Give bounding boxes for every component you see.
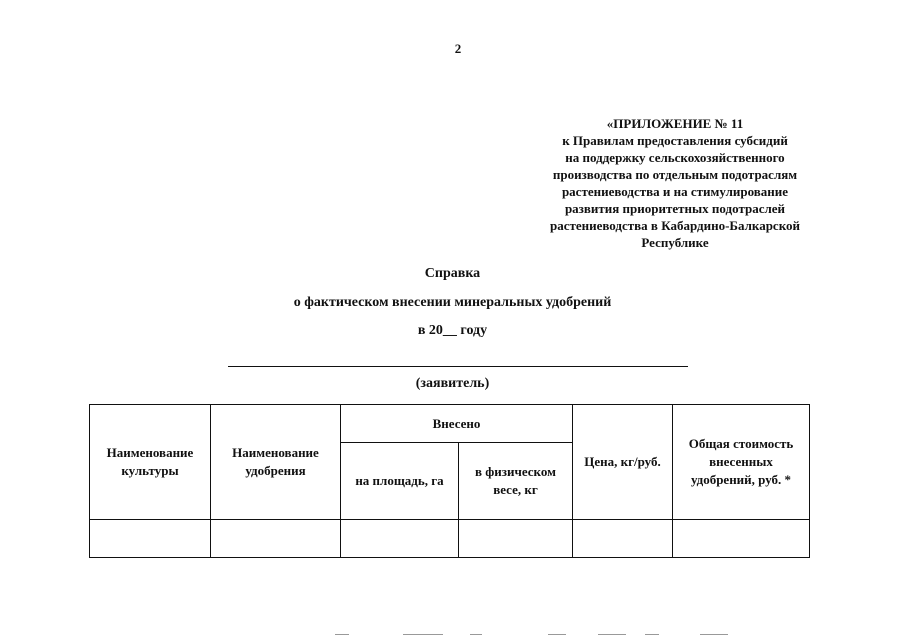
table-cell[interactable] — [211, 520, 341, 558]
page-number: 2 — [454, 41, 462, 56]
header-applied-weight: в физическом весе, кг — [459, 443, 573, 520]
table-row — [90, 520, 810, 558]
table-header-row — [90, 405, 810, 443]
scan-artifact — [645, 634, 659, 635]
header-crop-name: Наименование культуры — [90, 405, 211, 520]
appendix-line: к Правилам предоставления субсидий — [562, 133, 788, 148]
appendix-line: производства по отдельным подотраслям — [552, 167, 798, 182]
document-title: Справка — [424, 266, 481, 281]
appendix-line: «ПРИЛОЖЕНИЕ № 11 — [606, 116, 744, 131]
scan-artifact — [700, 634, 728, 635]
table-cell[interactable] — [459, 520, 573, 558]
header-price: Цена, кг/руб. — [573, 405, 673, 520]
header-applied: Внесено — [341, 405, 573, 443]
appendix-line: Республике — [641, 235, 709, 250]
header-applied-area: на площадь, га — [341, 443, 459, 520]
appendix-line: растениеводства в Кабардино-Балкарской — [549, 218, 801, 233]
table-cell[interactable] — [673, 520, 810, 558]
document-year: в 20__ году — [417, 323, 488, 338]
table-cell[interactable] — [90, 520, 211, 558]
appendix-line: растениеводства и на стимулирование — [561, 184, 789, 199]
appendix-line: на поддержку сельскохозяйственного — [565, 150, 785, 165]
table-cell[interactable] — [573, 520, 673, 558]
scan-artifact — [335, 634, 349, 635]
scan-artifact — [403, 634, 443, 635]
fertilizer-table — [89, 404, 810, 558]
appendix-line: развития приоритетных подотраслей — [564, 201, 786, 216]
scan-artifact — [598, 634, 626, 635]
header-fertilizer-name: Наименование удобрения — [211, 405, 341, 520]
document-subtitle: о фактическом внесении минеральных удобрений — [293, 295, 612, 310]
table-cell[interactable] — [341, 520, 459, 558]
scan-artifact — [548, 634, 566, 635]
appendix-block — [520, 115, 830, 251]
header-total-cost: Общая стоимость внесенных удобрений, руб. * — [673, 405, 810, 520]
scan-artifact — [470, 634, 482, 635]
applicant-label: (заявитель) — [415, 376, 490, 391]
applicant-signature-line — [228, 366, 688, 367]
